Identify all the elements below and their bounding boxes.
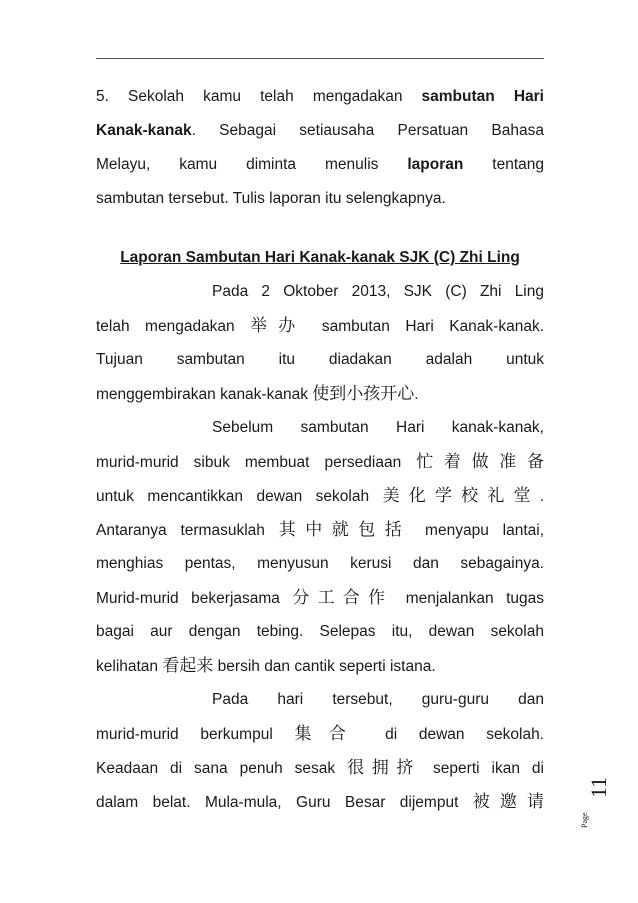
text-segment: .: [539, 488, 544, 505]
text-line: [96, 148, 544, 182]
text-line: [96, 615, 544, 649]
text-line: [96, 581, 544, 615]
question-paragraph: [96, 80, 544, 216]
report-paragraph-2: [96, 411, 544, 683]
text-segment: Sebelum sambutan Hari kanak-kanak,: [212, 419, 544, 436]
text-line: [96, 649, 544, 683]
text-line: [96, 114, 544, 148]
text-line: [96, 343, 544, 377]
text-line: [96, 275, 544, 309]
text-segment: Keadaan di sana penuh sesak: [96, 760, 348, 777]
text-line: [96, 547, 544, 581]
text-segment: tentang: [463, 156, 544, 173]
header-rule: [96, 58, 544, 59]
text-segment: untuk mencantikkan dewan sekolah: [96, 488, 383, 505]
text-segment: bagai aur dengan tebing. Selepas itu, dewan sekolah: [96, 623, 544, 640]
page-label: Page: [580, 812, 589, 828]
chinese-gloss: 其中就包括: [278, 520, 412, 540]
chinese-gloss: 分工合作: [292, 588, 394, 608]
document-body: [96, 80, 544, 819]
report-paragraph-3: [96, 683, 544, 819]
text-segment: seperti ikan di: [421, 760, 544, 777]
chinese-gloss: 美化学校礼堂: [382, 486, 540, 506]
text-segment: sambutan Hari Kanak-kanak.: [306, 318, 544, 335]
text-segment: 5. Sekolah kamu telah mengadakan: [96, 88, 422, 105]
text-segment: sambutan tersebut. Tulis laporan itu selengkapnya.: [96, 190, 446, 207]
text-segment: Antaranya termasuklah: [96, 522, 279, 539]
text-segment: Murid-murid bekerjasama: [96, 590, 293, 607]
chinese-gloss: 举办: [250, 316, 307, 336]
text-segment: Melayu, kamu diminta menulis: [96, 156, 408, 173]
text-line: [96, 309, 544, 343]
text-segment: menyapu lantai,: [411, 522, 544, 539]
text-line: [96, 683, 544, 717]
text-line: [96, 751, 544, 785]
bold-term: Kanak-kanak: [96, 122, 192, 139]
text-segment: .: [414, 386, 419, 403]
report-paragraph-1: [96, 275, 544, 411]
text-segment: murid-murid berkumpul: [96, 726, 295, 743]
text-segment: telah mengadakan: [96, 318, 251, 335]
chinese-gloss: 很拥挤: [347, 758, 422, 778]
chinese-gloss: 忙着做准备: [416, 452, 544, 472]
text-segment: dalam belat. Mula-mula, Guru Besar dijemput: [96, 794, 473, 811]
text-segment: menggembirakan kanak-kanak: [96, 386, 313, 403]
text-segment: di dewan sekolah.: [363, 726, 544, 743]
text-line: [96, 479, 544, 513]
chinese-gloss: 使到小孩开心: [312, 384, 415, 404]
page-footer: [580, 770, 620, 830]
bold-term: sambutan Hari: [421, 88, 544, 105]
text-line: [96, 182, 544, 216]
text-segment: menghias pentas, menyusun kerusi dan sebagainya.: [96, 555, 544, 572]
text-line: [96, 717, 544, 751]
text-segment: menjalankan tugas: [393, 590, 544, 607]
text-line: [96, 445, 544, 479]
bold-term: laporan: [407, 156, 464, 173]
text-line: [96, 80, 544, 114]
text-segment: kelihatan: [96, 658, 163, 675]
text-segment: murid-murid sibuk membuat persediaan: [96, 454, 417, 471]
text-line: [96, 411, 544, 445]
page-number: 11: [586, 776, 611, 798]
chinese-gloss: 看起来: [162, 656, 214, 676]
text-line: [96, 513, 544, 547]
text-line: [96, 377, 544, 411]
text-segment: Pada 2 Oktober 2013, SJK (C) Zhi Ling: [212, 283, 544, 300]
chinese-gloss: 被邀请: [472, 792, 544, 812]
report-title: Laporan Sambutan Hari Kanak-kanak SJK (C) Zhi Ling: [120, 249, 520, 266]
text-segment: Tujuan sambutan itu diadakan adalah untuk: [96, 351, 544, 368]
text-segment: . Sebagai setiausaha Persatuan Bahasa: [191, 122, 544, 139]
text-segment: Pada hari tersebut, guru-guru dan: [212, 691, 544, 708]
chinese-gloss: 集合: [294, 724, 364, 744]
text-segment: bersih dan cantik seperti istana.: [213, 658, 436, 675]
text-line: [96, 785, 544, 819]
